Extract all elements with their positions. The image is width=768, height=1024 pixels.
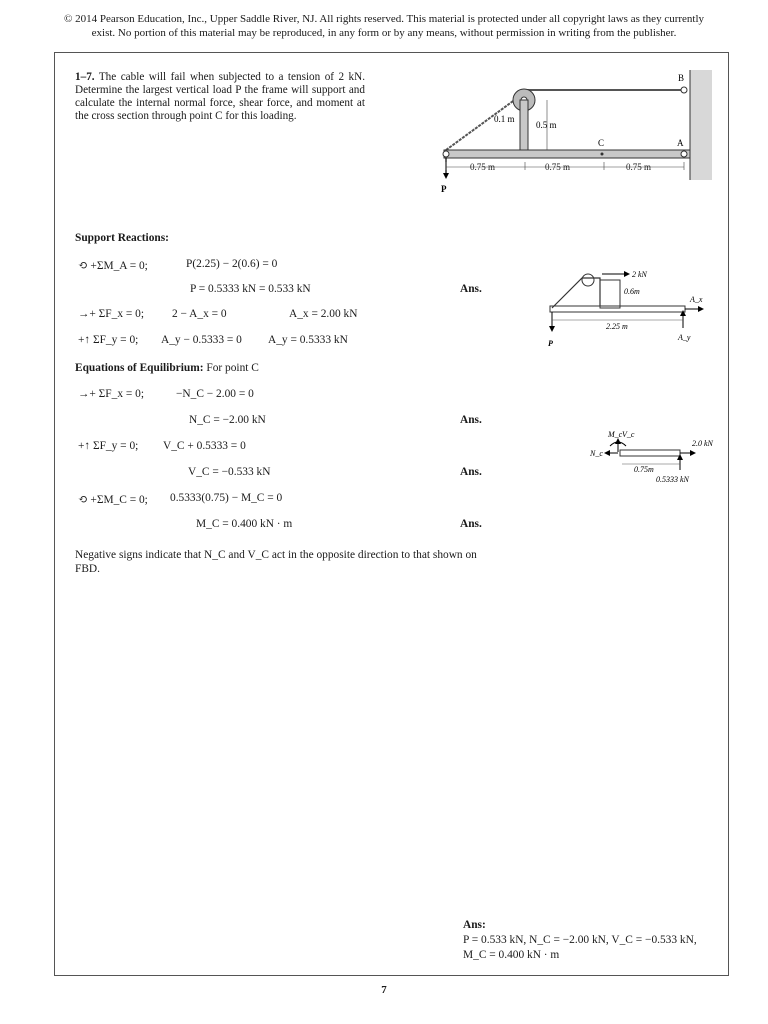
fbd2-reaction: 0.5333 kN — [656, 475, 689, 484]
label-b: B — [678, 73, 685, 83]
beam — [444, 150, 690, 158]
final-answer — [463, 918, 723, 963]
ans-nc: Ans. — [460, 414, 482, 426]
fbd2-vc: V_c — [622, 430, 635, 439]
support-eq3-right: A_x = 2.00 kN — [289, 308, 358, 320]
label-p: P — [441, 184, 447, 194]
fbd2-mc: M_c — [608, 430, 623, 439]
eq-fx-left: →+ ΣF_x = 0; — [78, 388, 144, 400]
support-eq1-right: P(2.25) − 2(0.6) = 0 — [186, 258, 278, 270]
support-eq4-left: +↑ ΣF_y = 0; — [78, 334, 139, 346]
frame-figure — [432, 70, 722, 200]
support-eq3-mid: 2 − A_x = 0 — [172, 308, 227, 320]
support-eq4-right: A_y = 0.5333 kN — [268, 334, 348, 346]
fbd1-ax: A_x — [690, 295, 703, 304]
label-a: A — [677, 138, 684, 148]
support-eq2: P = 0.5333 kN = 0.533 kN — [190, 283, 311, 295]
eq-mc: M_C = 0.400 kN · m — [196, 518, 293, 530]
equilibrium-heading-bold: Equations of Equilibrium: — [75, 362, 204, 374]
eq-nc: N_C = −2.00 kN — [189, 414, 266, 426]
support-heading: Support Reactions: — [75, 232, 169, 244]
fbd1-dim-l: 2.25 m — [606, 322, 628, 331]
problem-text: The cable will fail when subjected to a tension of 2 kN. Determine the largest vertical load P the frame will support and calculate the internal normal force, shear force, and moment at the cross section through point C for this loading. — [75, 71, 365, 122]
fbd2-force: 2.0 kN — [692, 439, 713, 448]
fbd-2 — [588, 428, 718, 488]
dim-1: 0.75 m — [470, 162, 496, 172]
fbd1-ay: A_y — [678, 333, 691, 342]
equilibrium-heading-tail: For point C — [206, 362, 259, 374]
fbd1-force: 2 kN — [632, 270, 647, 279]
label-c: C — [598, 138, 605, 148]
page-number: 7 — [381, 984, 387, 996]
ans-vc: Ans. — [460, 466, 482, 478]
eq-fy-left: +↑ ΣF_y = 0; — [78, 440, 139, 452]
support-eq4-mid: A_y − 0.5333 = 0 — [161, 334, 242, 346]
dim-3: 0.75 m — [626, 162, 652, 172]
point-c — [601, 153, 604, 156]
equilibrium-heading — [75, 362, 259, 374]
eq-fx-right: −N_C − 2.00 = 0 — [176, 388, 254, 400]
support-eq1-left: ⟲ +ΣM_A = 0; — [78, 260, 148, 272]
dim-height: 0.5 m — [536, 120, 557, 130]
fbd1-p: P — [548, 339, 553, 348]
eq-mc-right: 0.5333(0.75) − M_C = 0 — [170, 492, 283, 504]
vertical-post — [520, 100, 528, 155]
dim-2: 0.75 m — [545, 162, 571, 172]
fbd-1 — [540, 266, 720, 351]
eq-fy-right: V_C + 0.5333 = 0 — [163, 440, 246, 452]
dim-pulley: 0.1 m — [494, 114, 515, 124]
final-label: Ans: — [463, 919, 486, 931]
problem-statement — [75, 71, 365, 123]
copyright-line-2: exist. No portion of this material may be reproduced, in any form or by any means, without permission in writing from the publisher. — [91, 27, 677, 39]
copyright-line-1: © 2014 Pearson Education, Inc., Upper Saddle River, NJ. All rights reserved. This material is protected under all copyright laws as they currently — [63, 13, 705, 25]
fbd2-nc: N_c — [590, 449, 603, 458]
ans-mc: Ans. — [460, 518, 482, 530]
copyright-notice — [40, 12, 728, 40]
wall — [690, 70, 712, 180]
note-negative-signs: Negative signs indicate that N_C and V_C act in the opposite direction to that shown on FBD. — [75, 549, 477, 575]
eq-mc-left: ⟲ +ΣM_C = 0; — [78, 494, 148, 506]
final-line-1: P = 0.533 kN, N_C = −2.00 kN, V_C = −0.533 kN, — [463, 934, 697, 946]
fbd2-dim: 0.75m — [634, 465, 654, 474]
final-line-2: M_C = 0.400 kN · m — [463, 949, 560, 961]
eq-vc: V_C = −0.533 kN — [188, 466, 271, 478]
support-eq3-left: →+ ΣF_x = 0; — [78, 308, 144, 320]
fbd1-dim-h: 0.6m — [624, 287, 640, 296]
ans-p: Ans. — [460, 283, 482, 295]
problem-number: 1–7. — [75, 71, 95, 83]
